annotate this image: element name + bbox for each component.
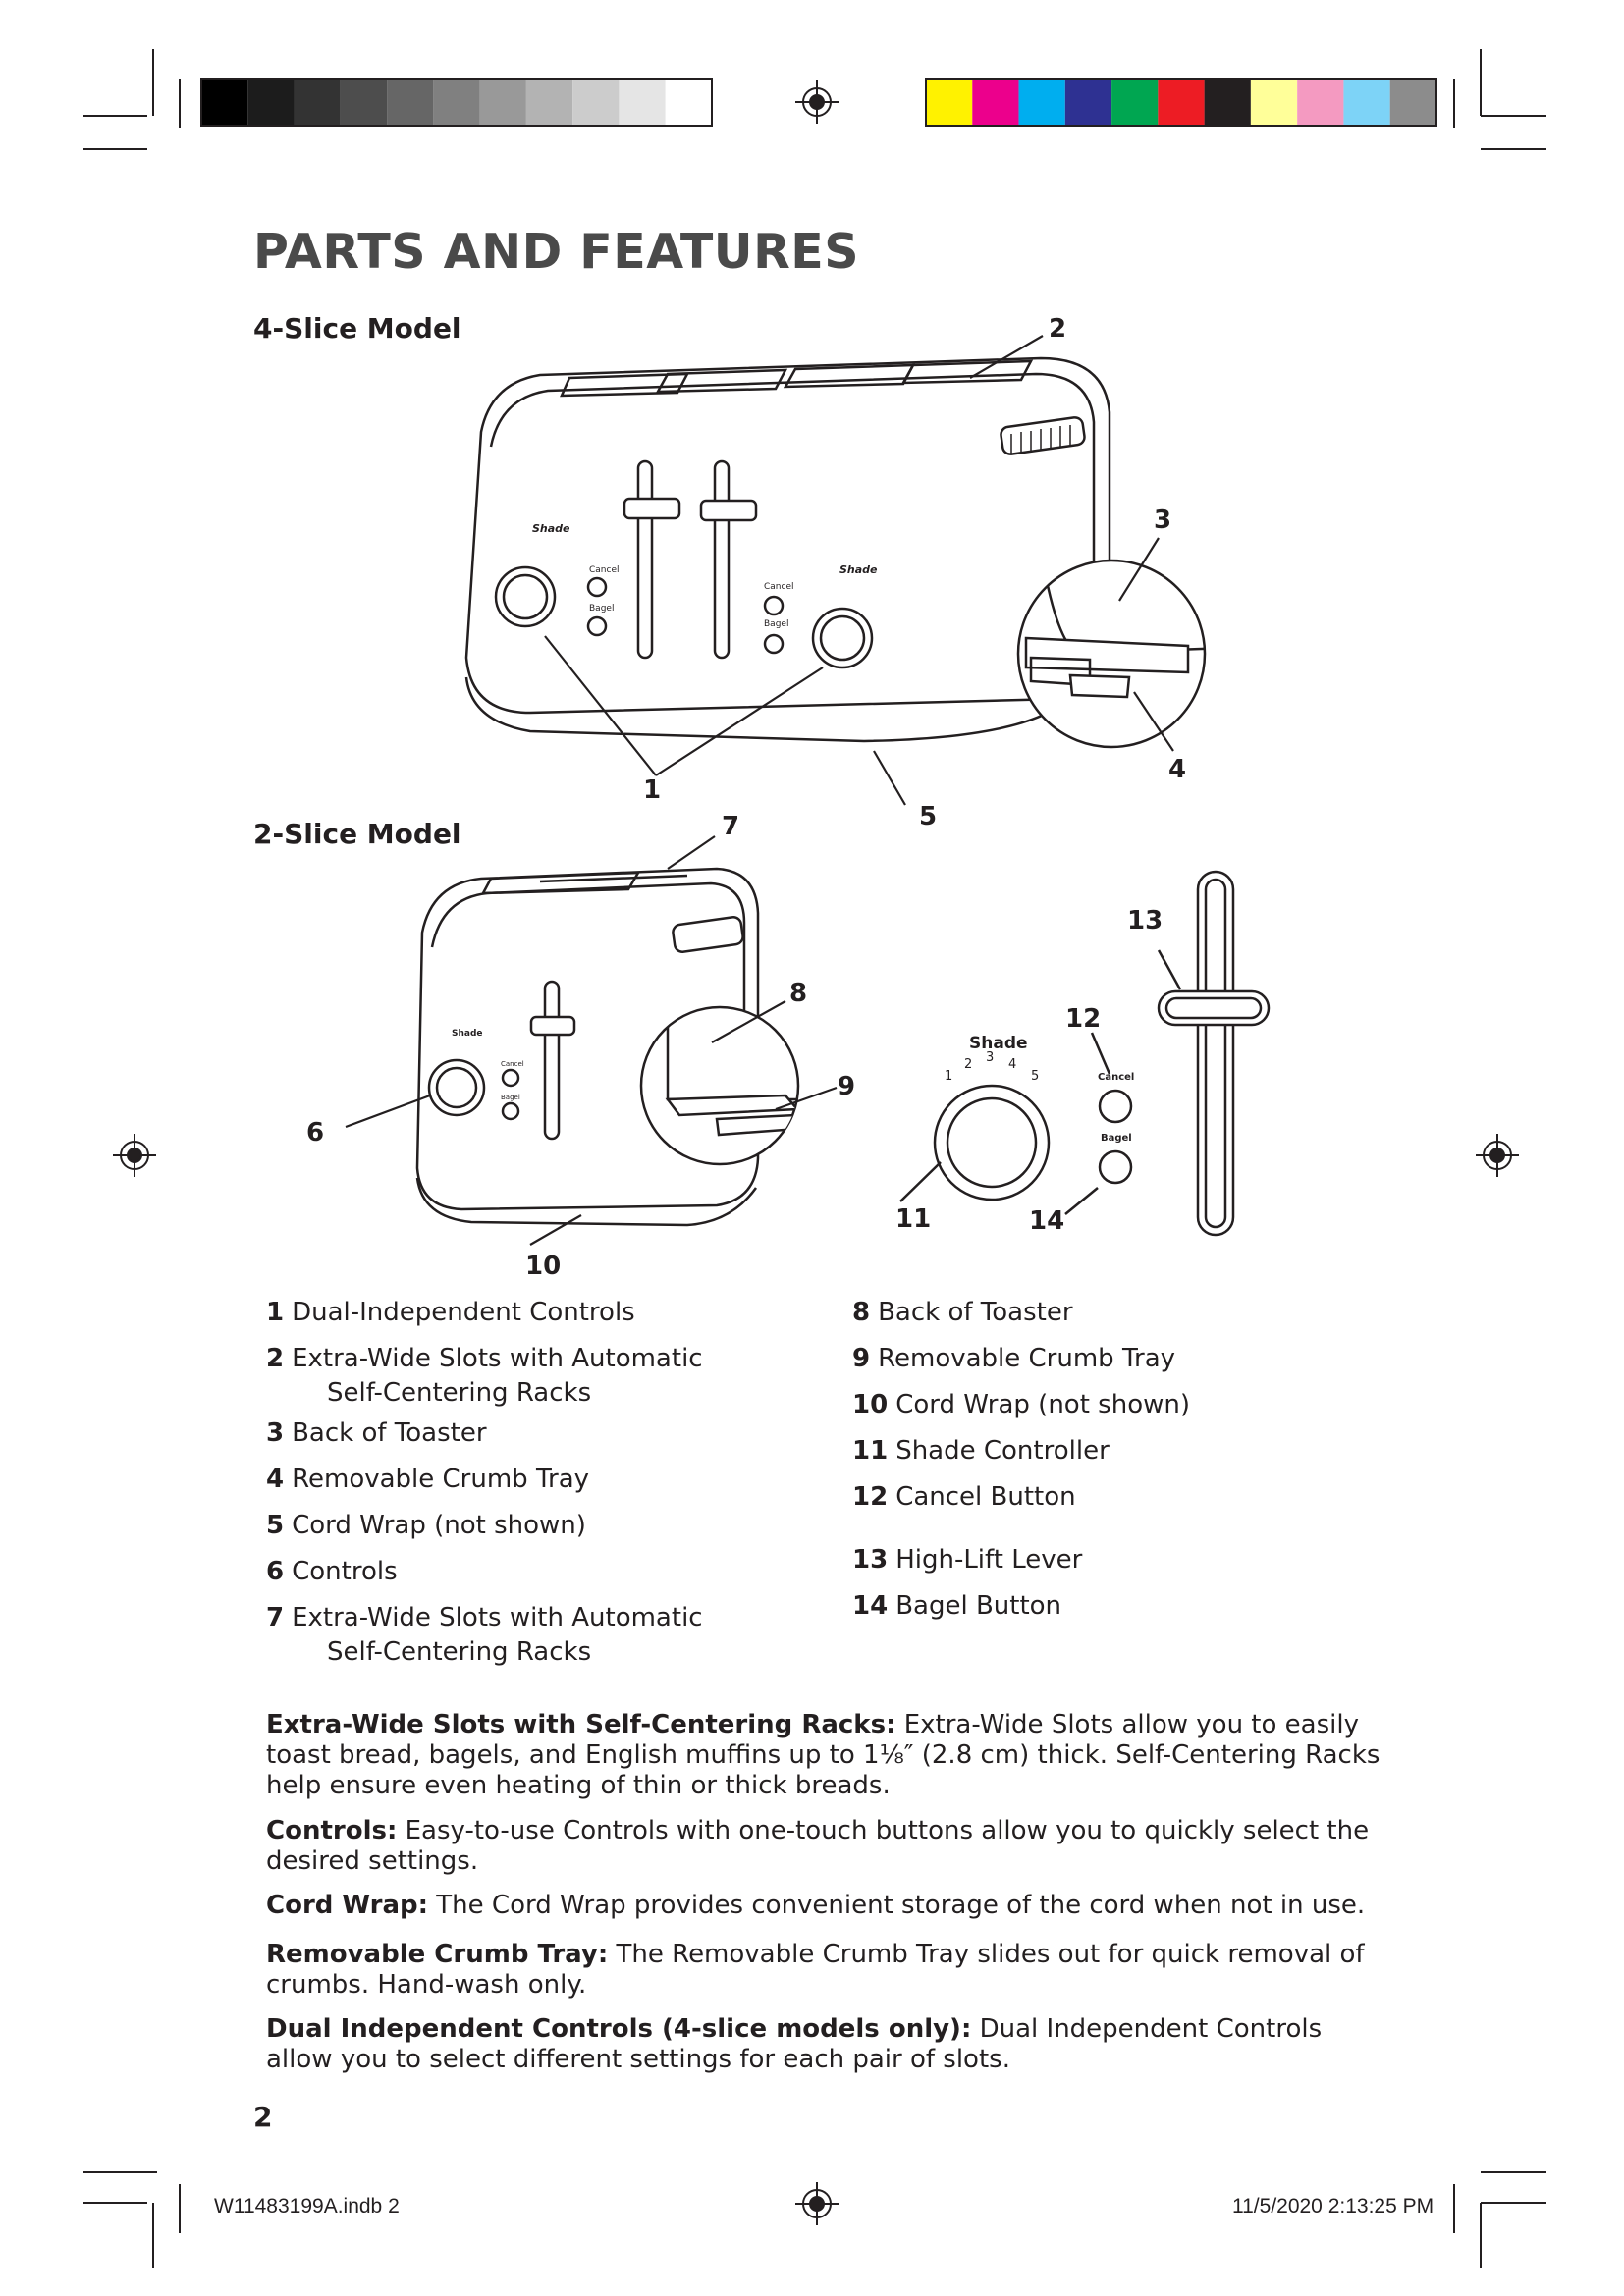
description-paragraph <box>266 1940 1395 2001</box>
description-paragraph <box>266 1891 1395 1921</box>
page-number: 2 <box>253 2101 273 2133</box>
legend-number: 1 <box>266 1298 285 1327</box>
callout-8: 8 <box>789 979 808 1008</box>
description-term: Removable Crumb Tray: <box>266 1940 609 1969</box>
bagel-label: Bagel <box>1101 1133 1132 1144</box>
legend-number: 5 <box>266 1511 285 1540</box>
description-term: Controls: <box>266 1816 398 1845</box>
callout-4: 4 <box>1168 755 1187 784</box>
registration-mark <box>795 2182 839 2225</box>
legend-item <box>266 1509 816 1543</box>
legend-item <box>852 1589 1402 1624</box>
description-text: The Cord Wrap provides convenient storage of the cord when not in use. <box>428 1891 1366 1920</box>
legend-number: 14 <box>852 1591 889 1621</box>
legend-item <box>266 1342 816 1411</box>
callout-1: 1 <box>643 775 662 805</box>
legend-text: Shade Controller <box>895 1436 1110 1466</box>
callout-9: 9 <box>838 1072 856 1101</box>
legend-item <box>852 1296 1402 1330</box>
legend-text: Removable Crumb Tray <box>292 1465 590 1494</box>
legend-number: 9 <box>852 1344 871 1373</box>
legend-number: 4 <box>266 1465 285 1494</box>
description-text: Easy-to-use Controls with one-touch buttons allow you to quickly select the desired settings. <box>266 1816 1370 1876</box>
legend-text: Cancel Button <box>895 1482 1076 1512</box>
high-lift-lever-graphic <box>1159 991 1269 1025</box>
cancel-label: Cancel <box>589 565 620 575</box>
bagel-button-graphic <box>1100 1151 1131 1183</box>
legend-number: 10 <box>852 1390 889 1419</box>
four-slice-toaster-illustration <box>466 358 1110 741</box>
legend-item <box>852 1388 1402 1422</box>
legend-text: Removable Crumb Tray <box>878 1344 1176 1373</box>
legend-text: Cord Wrap (not shown) <box>895 1390 1190 1419</box>
legend-text: Back of Toaster <box>878 1298 1073 1327</box>
description-text: The Removable Crumb Tray slides out for quick removal of crumbs. Hand-wash only. <box>266 1940 1365 2000</box>
callout-6: 6 <box>306 1118 325 1148</box>
four-slice-heading: 4-Slice Model <box>253 312 461 345</box>
description-term: Cord Wrap: <box>266 1891 429 1920</box>
shade-label: Shade <box>839 563 878 576</box>
shade-label: Shade <box>969 1034 1028 1053</box>
legend-text: Dual-Independent Controls <box>292 1298 635 1327</box>
two-slice-heading: 2-Slice Model <box>253 818 461 850</box>
legend-item <box>266 1463 816 1497</box>
legend-number: 11 <box>852 1436 889 1466</box>
legend-text-continued: Self-Centering Racks <box>327 1378 592 1408</box>
legend-item <box>852 1480 1402 1515</box>
footer-timestamp: 11/5/2020 2:13:25 PM <box>1232 2195 1435 2217</box>
cancel-label: Cancel <box>501 1060 524 1068</box>
legend-text: Controls <box>292 1557 398 1586</box>
description-paragraph <box>266 1710 1395 1801</box>
shade-controller-knob <box>935 1086 1049 1200</box>
callout-7: 7 <box>722 812 740 841</box>
legend-text-continued: Self-Centering Racks <box>327 1637 592 1667</box>
callout-5: 5 <box>919 802 938 831</box>
legend-text: Back of Toaster <box>292 1418 487 1448</box>
shade-number: 4 <box>1008 1057 1017 1072</box>
legend-item <box>266 1296 816 1330</box>
callout-3: 3 <box>1154 506 1172 535</box>
back-detail-circle-2 <box>641 1007 798 1164</box>
bagel-label: Bagel <box>589 604 615 614</box>
lever-track <box>1198 872 1233 1235</box>
callout-12: 12 <box>1065 1004 1102 1034</box>
shade-number: 2 <box>964 1057 973 1072</box>
page-title: PARTS AND FEATURES <box>253 224 860 280</box>
legend-number: 2 <box>266 1344 285 1373</box>
legend-number: 13 <box>852 1545 889 1575</box>
legend-text: Cord Wrap (not shown) <box>292 1511 586 1540</box>
cancel-label: Cancel <box>1098 1072 1135 1083</box>
legend-item <box>852 1434 1402 1468</box>
callout-14: 14 <box>1029 1206 1065 1236</box>
legend-item <box>266 1416 816 1451</box>
description-paragraph <box>266 1816 1395 1877</box>
bagel-label: Bagel <box>764 619 789 629</box>
description-text: Extra-Wide Slots allow you to easily toast bread, bagels, and English muffins up to 1⅛″ (2.8 cm) thick. Self-Centering Racks help ensure even heating of thin or thick breads. <box>266 1710 1380 1800</box>
legend-number: 6 <box>266 1557 285 1586</box>
legend-number: 7 <box>266 1603 285 1632</box>
shade-number: 3 <box>986 1050 995 1065</box>
callout-11: 11 <box>895 1204 932 1234</box>
legend-number: 8 <box>852 1298 871 1327</box>
legend-item <box>266 1601 816 1670</box>
shade-number: 5 <box>1031 1069 1040 1084</box>
description-paragraph <box>266 2014 1395 2075</box>
description-text: Dual Independent Controls allow you to select different settings for each pair of slots. <box>266 2014 1323 2074</box>
legend-item <box>852 1543 1402 1577</box>
shade-label: Shade <box>532 522 570 535</box>
callout-13: 13 <box>1127 906 1164 935</box>
description-term: Dual Independent Controls (4-slice models only): <box>266 2014 972 2044</box>
controls-detail <box>900 872 1269 1235</box>
legend-text: High-Lift Lever <box>895 1545 1083 1575</box>
legend-number: 3 <box>266 1418 285 1448</box>
bagel-label: Bagel <box>501 1094 520 1101</box>
legend-number: 12 <box>852 1482 889 1512</box>
callout-2: 2 <box>1049 314 1067 344</box>
legend-item <box>266 1555 816 1589</box>
shade-number: 1 <box>945 1069 953 1084</box>
footer-file: W11483199A.indb 2 <box>214 2195 400 2217</box>
legend-text: Extra-Wide Slots with Automatic <box>292 1344 703 1373</box>
callout-10: 10 <box>525 1252 562 1281</box>
legend-text: Bagel Button <box>895 1591 1062 1621</box>
legend-text: Extra-Wide Slots with Automatic <box>292 1603 703 1632</box>
cancel-button-graphic <box>1100 1091 1131 1122</box>
cancel-label: Cancel <box>764 582 794 592</box>
legend-item <box>852 1342 1402 1376</box>
description-term: Extra-Wide Slots with Self-Centering Racks: <box>266 1710 896 1739</box>
shade-label: Shade <box>452 1029 483 1039</box>
